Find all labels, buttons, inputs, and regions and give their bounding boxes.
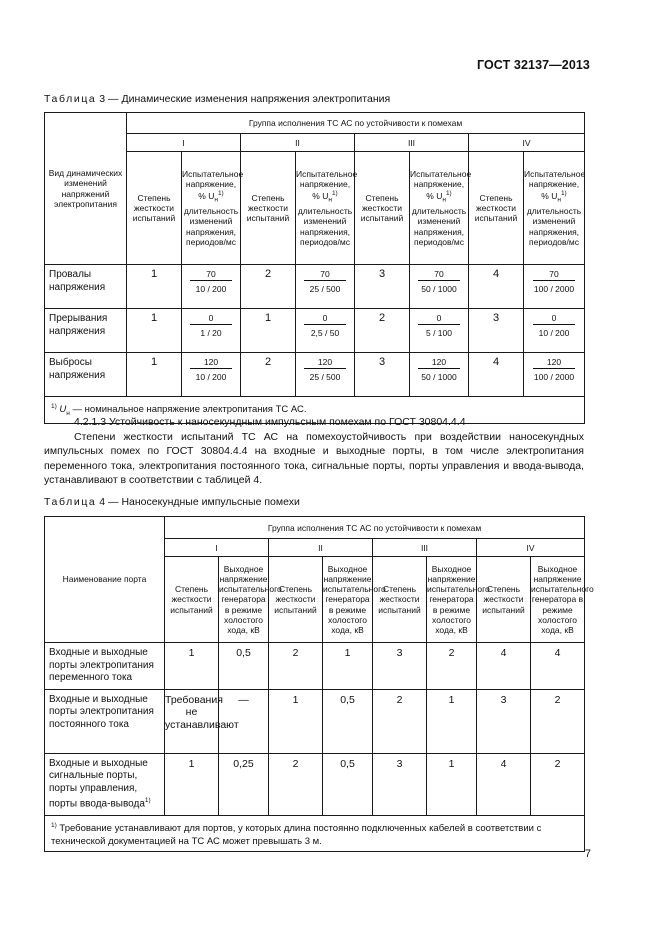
value-cell: —: [219, 689, 269, 753]
row-label-text: Входные и выходные порты электропитания постоянного тока: [49, 693, 154, 730]
fraction-numerator: 70: [434, 269, 444, 279]
fraction-cell: [296, 265, 355, 309]
value-cell: 2: [373, 689, 427, 753]
fraction: [533, 353, 575, 382]
table3-subhead-voltage: Испытательное напряжение, % $U_н^{1)}$ длительность изменений напряжения, периодов/мс: [296, 152, 355, 265]
table-row: [45, 265, 585, 309]
fraction: [418, 309, 460, 338]
fraction-cell: [410, 353, 469, 397]
degree-cell: 2: [241, 353, 296, 397]
row-label: [45, 689, 165, 753]
document-header: ГОСТ 32137—2013: [476, 58, 590, 72]
degree-cell: 1: [127, 265, 182, 309]
fraction-denominator: 5 / 100: [418, 324, 460, 338]
footnote-mark: 1): [144, 797, 151, 804]
fraction-denominator: 10 / 200: [190, 280, 232, 294]
degree-cell: 3: [469, 309, 524, 353]
row-label: Выбросы напряжения: [45, 353, 127, 397]
table-row: [45, 353, 585, 397]
fraction-cell: [182, 353, 241, 397]
table3-footnote: $^{1)}$ $U_н$ — номинальное напряжение электропитания ТС АС.: [45, 397, 585, 424]
fraction-numerator: 120: [431, 357, 447, 367]
fraction-numerator: 0: [322, 313, 328, 323]
table-row: [45, 643, 585, 690]
value-cell: 0,5: [219, 643, 269, 690]
table3-group-ii: II: [241, 134, 355, 152]
table4-group-header: Группа исполнения ТС АС по устойчивости к помехам: [165, 517, 585, 539]
value-cell: 0,5: [323, 689, 373, 753]
fraction-denominator: 50 / 1000: [418, 368, 460, 382]
table3-body: [45, 265, 585, 397]
table-row: [45, 753, 585, 815]
table4-subhead-degree: Степень жесткости испытаний: [165, 557, 219, 643]
value-cell: 2: [531, 689, 585, 753]
table4-subhead-degree: Степень жесткости испытаний: [477, 557, 531, 643]
table4-subhead-voltage: Выходное напряжение испытательного генератора в режиме холостого хода, кВ: [323, 557, 373, 643]
fraction-numerator: 70: [206, 269, 216, 279]
fraction: [418, 265, 460, 294]
value-cell: 4: [477, 643, 531, 690]
value-cell: 3: [373, 643, 427, 690]
value-cell: 3: [477, 689, 531, 753]
table3-subhead-degree: Степень жесткости испытаний: [241, 152, 296, 265]
fraction: [533, 265, 575, 294]
value-cell: 0,5: [323, 753, 373, 815]
fraction: [304, 265, 346, 294]
table-row: [45, 689, 585, 753]
table4-subhead-voltage: Выходное напряжение испытательного генератора в режиме холостого хода, кВ: [531, 557, 585, 643]
fraction-numerator: 0: [551, 313, 557, 323]
value-cell: 1: [165, 753, 219, 815]
value-cell: 4: [531, 643, 585, 690]
fraction: [190, 309, 232, 338]
table4-subhead-degree: Степень жесткости испытаний: [373, 557, 427, 643]
row-label: [45, 643, 165, 690]
table3-subhead-voltage: Испытательное напряжение, % $U_н^{1)}$ длительность изменений напряжения, периодов/мс: [410, 152, 469, 265]
degree-cell: 2: [355, 309, 410, 353]
table3-row-header: Вид динамических изменений напряжений электропитания: [45, 113, 127, 265]
table3-caption-label: Таблица: [44, 93, 97, 105]
value-cell: 1: [269, 689, 323, 753]
table4-caption-text: 4 — Наносекундные импульсные помехи: [96, 496, 300, 508]
fraction-cell: [182, 309, 241, 353]
row-label: Прерывания напряжения: [45, 309, 127, 353]
degree-cell: 2: [241, 265, 296, 309]
row-label-text: Входные и выходные порты электропитания переменного тока: [49, 647, 154, 683]
fraction-cell: [410, 265, 469, 309]
fraction-denominator: 1 / 20: [190, 324, 232, 338]
fraction-denominator: 2,5 / 50: [304, 324, 346, 338]
fraction-denominator: 10 / 200: [190, 368, 232, 382]
fraction-cell: [296, 309, 355, 353]
table3-group-i: I: [127, 134, 241, 152]
table4-subhead-voltage: Выходное напряжение испытательного генератора в режиме холостого хода, кВ: [427, 557, 477, 643]
fraction-numerator: 0: [208, 313, 214, 323]
table4-subhead-voltage: Выходное напряжение испытательного генератора в режиме холостого хода, кВ: [219, 557, 269, 643]
table-row: [45, 309, 585, 353]
degree-cell: 4: [469, 265, 524, 309]
table4-caption: [44, 496, 300, 508]
fraction-cell: [296, 353, 355, 397]
fraction: [304, 309, 346, 338]
degree-cell: 3: [355, 353, 410, 397]
fraction-cell: [524, 353, 585, 397]
fraction-numerator: 120: [317, 357, 333, 367]
fraction-cell: [410, 309, 469, 353]
fraction-numerator: 70: [549, 269, 559, 279]
fraction-cell: [524, 265, 585, 309]
fraction: [418, 353, 460, 382]
value-cell: 1: [165, 643, 219, 690]
value-cell: 1: [427, 753, 477, 815]
table4-footnote: $^{1)}$ Требование устанавливают для портов, у которых длина постоянно подключенных кабелей в соответствии с технической документацией на ТС АС может превышать 3 м.: [45, 815, 585, 851]
table3: [44, 112, 585, 424]
value-cell: 2: [531, 753, 585, 815]
fraction: [190, 353, 232, 382]
table4-caption-label: Таблица: [44, 496, 97, 508]
fraction-denominator: 100 / 2000: [533, 280, 575, 294]
fraction-numerator: 120: [546, 357, 562, 367]
table4-group-i: I: [165, 539, 269, 557]
table3-subhead-voltage: Испытательное напряжение, % $U_н^{1)}$ длительность изменений напряжения, периодов/мс: [182, 152, 241, 265]
fraction-denominator: 25 / 500: [304, 368, 346, 382]
value-cell: 2: [427, 643, 477, 690]
fraction-numerator: 70: [320, 269, 330, 279]
table3-caption-text: 3 — Динамические изменения напряжения электропитания: [96, 93, 391, 105]
degree-cell: 1: [241, 309, 296, 353]
fraction-numerator: 0: [436, 313, 442, 323]
fraction-cell: [182, 265, 241, 309]
table4-group-iv: IV: [477, 539, 585, 557]
fraction: [304, 353, 346, 382]
table3-group-iv: IV: [469, 134, 585, 152]
table3-subhead-voltage: Испытательное напряжение, % $U_н^{1)}$ длительность изменений напряжения, периодов/мс: [524, 152, 585, 265]
fraction-denominator: 25 / 500: [304, 280, 346, 294]
fraction-denominator: 100 / 2000: [533, 368, 575, 382]
fraction: [190, 265, 232, 294]
row-label: Провалы напряжения: [45, 265, 127, 309]
degree-cell: 3: [355, 265, 410, 309]
table4-subhead-degree: Степень жесткости испытаний: [269, 557, 323, 643]
degree-cell: 1: [127, 309, 182, 353]
value-cell: 0,25: [219, 753, 269, 815]
table4: [44, 516, 594, 852]
fraction-numerator: 120: [203, 357, 219, 367]
row-label-text: Входные и выходные сигнальные порты, порты управления, порты ввода-вывода: [49, 757, 148, 810]
section-heading: 4.2.1.3 Устойчивость к наносекундным импульсным помехам по ГОСТ 30804.4.4: [74, 416, 466, 428]
table4-group-ii: II: [269, 539, 373, 557]
table3-caption: [44, 93, 390, 105]
table3-subhead-degree: Степень жесткости испытаний: [469, 152, 524, 265]
row-label: [45, 753, 165, 815]
fraction: [533, 309, 575, 338]
degree-cell: 1: [127, 353, 182, 397]
fraction-denominator: 50 / 1000: [418, 280, 460, 294]
table3-group-iii: III: [355, 134, 469, 152]
table3-group-header: Группа исполнения ТС АС по устойчивости к помехам: [127, 113, 585, 134]
value-cell: 4: [477, 753, 531, 815]
table4-body: [45, 643, 585, 816]
value-cell: 2: [269, 753, 323, 815]
fraction-cell: [524, 309, 585, 353]
fraction-denominator: 10 / 200: [533, 324, 575, 338]
table4-group-iii: III: [373, 539, 477, 557]
value-cell: 1: [323, 643, 373, 690]
page-number: 7: [584, 848, 591, 860]
value-cell: 2: [269, 643, 323, 690]
table3-subhead-degree: Степень жесткости испытаний: [127, 152, 182, 265]
value-cell: 3: [373, 753, 427, 815]
section-text: [44, 415, 584, 488]
table4-row-header: Наименование порта: [45, 517, 165, 643]
value-cell: 1: [427, 689, 477, 753]
degree-cell: 4: [469, 353, 524, 397]
section-paragraph: Степени жесткости испытаний ТС АС на помехоустойчивость при воздействии наносекундных импульсных помех по ГОСТ 30804.4.4 на входные и выходные порты, в том числе электропитания переменного тока, электропитания постоянного тока, сигнальные порты, порты управления и ввода-вывода, устанавливают в соответствии с таблицей 4.: [44, 430, 584, 487]
table3-subhead-degree: Степень жесткости испытаний: [355, 152, 410, 265]
value-cell: Требования не устанавливают: [165, 689, 219, 753]
